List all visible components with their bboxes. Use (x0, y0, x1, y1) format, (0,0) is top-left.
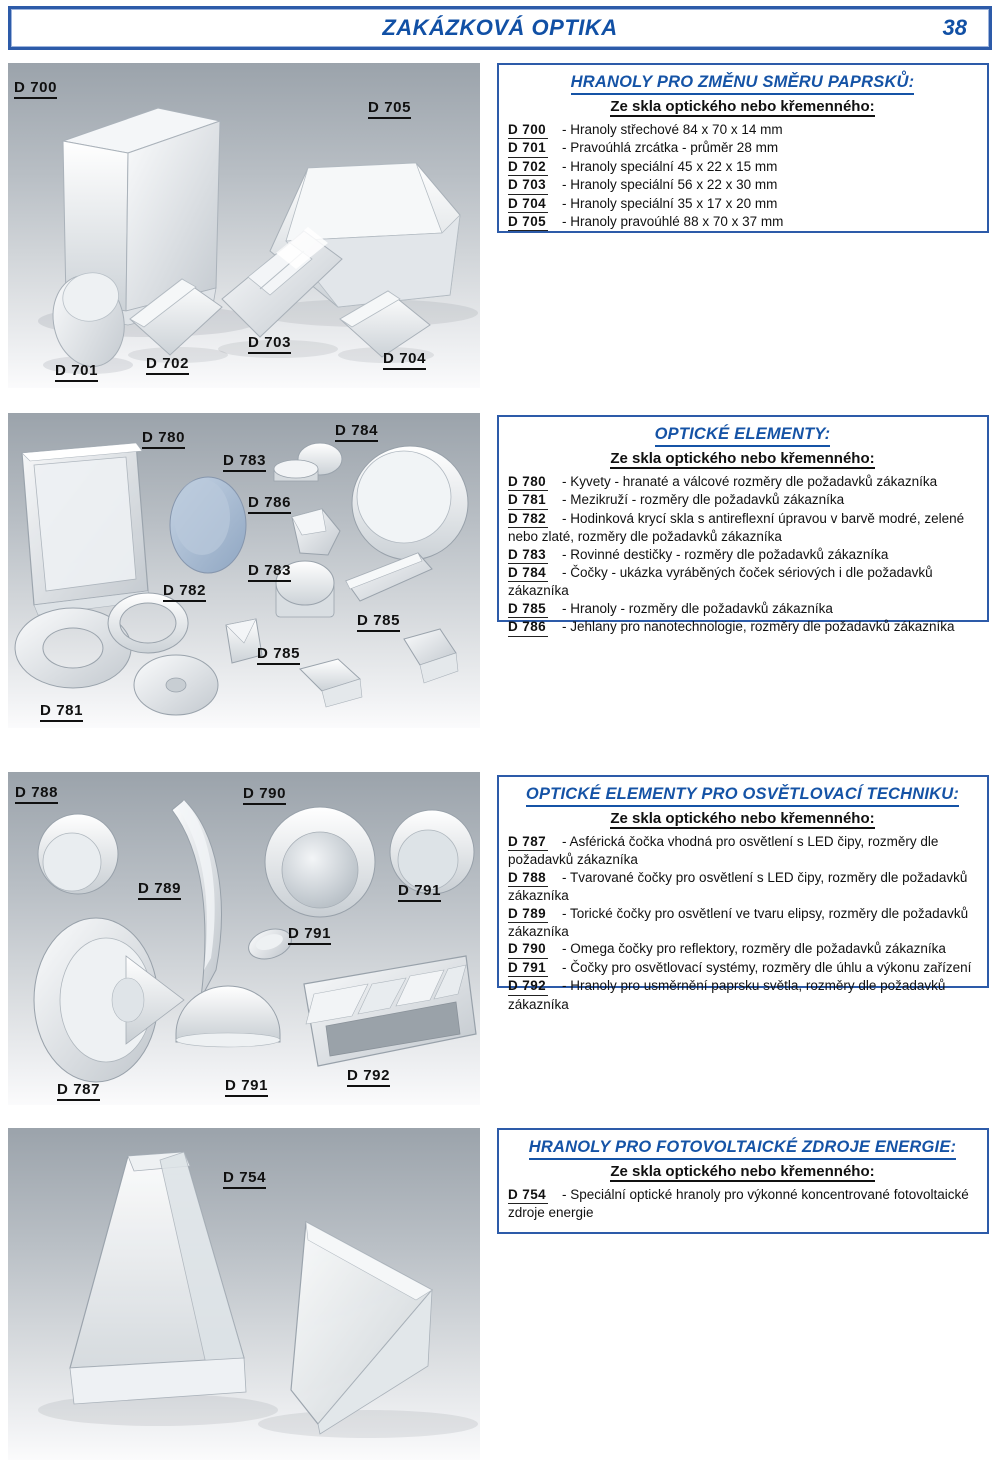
panel-lighting-elements (497, 775, 989, 1012)
item-description: - Hranoly speciální 35 x 17 x 20 mm (562, 195, 778, 211)
section-subtitle: Ze skla optického nebo křemenného: (610, 450, 875, 467)
item-code: D 787 (508, 833, 548, 851)
catalog-item (508, 195, 977, 213)
lens-d791-dome (176, 986, 280, 1047)
item-list (508, 121, 977, 231)
photo-label: D 705 (368, 100, 411, 119)
lighting-elements-illustration (8, 772, 480, 1105)
photo-label: D 781 (40, 703, 83, 722)
photo-label: D 785 (257, 646, 300, 665)
page-title: ZAKÁZKOVÁ OPTIKA (382, 15, 618, 40)
photo-photovoltaic-prisms (8, 1128, 480, 1460)
photo-label: D 790 (243, 786, 286, 805)
plates-d783-top (274, 443, 342, 481)
photo-label: D 754 (223, 1170, 266, 1189)
catalog-item (508, 158, 977, 176)
catalog-item (508, 869, 977, 905)
photo-label: D 788 (15, 785, 58, 804)
section-title: HRANOLY PRO ZMĚNU SMĚRU PAPRSKŮ: (571, 73, 915, 95)
panel-photovoltaic (497, 1128, 989, 1234)
glass-piece-bottom (300, 659, 362, 707)
catalog-item (508, 940, 977, 958)
item-description: - Torické čočky pro osvětlení ve tvaru elipsy, rozměry dle požadavků zákazníka (508, 905, 969, 940)
item-code: D 782 (508, 510, 548, 528)
lens-d787 (34, 918, 184, 1082)
item-description: - Hranoly speciální 45 x 22 x 15 mm (562, 158, 778, 174)
item-code: D 754 (508, 1186, 548, 1204)
item-code: D 784 (508, 564, 548, 582)
item-description: - Čočky - ukázka vyráběných čoček sériových i dle požadavků zákazníka (508, 565, 933, 599)
photo-label: D 780 (142, 430, 185, 449)
section-subtitle: Ze skla optického nebo křemenného: (610, 810, 875, 827)
catalog-item (508, 473, 977, 491)
item-list (508, 473, 977, 637)
photo-label: D 792 (347, 1068, 390, 1087)
photo-optical-elements (8, 413, 480, 728)
prism-d754-wedge (291, 1222, 432, 1434)
photo-label: D 789 (138, 881, 181, 900)
item-code: D 783 (508, 546, 548, 564)
prism-bar-d785 (346, 553, 432, 601)
section-title: HRANOLY PRO FOTOVOLTAICKÉ ZDROJE ENERGIE: (529, 1138, 956, 1160)
photo-label: D 784 (335, 423, 378, 442)
item-code: D 792 (508, 977, 548, 995)
section-title: OPTICKÉ ELEMENTY: (655, 425, 831, 447)
photo-label: D 701 (55, 363, 98, 382)
item-code: D 781 (508, 491, 548, 509)
item-code: D 789 (508, 905, 548, 923)
item-code: D 705 (508, 213, 548, 231)
item-code: D 790 (508, 940, 548, 958)
item-description: - Hranoly speciální 56 x 22 x 30 mm (562, 177, 778, 193)
catalog-item (508, 139, 977, 157)
catalog-item (508, 977, 977, 1013)
item-description: - Omega čočky pro reflektory, rozměry dle požadavků zákazníka (562, 941, 946, 957)
photo-label: D 782 (163, 583, 206, 602)
photo-label: D 783 (248, 563, 291, 582)
item-code: D 780 (508, 473, 548, 491)
catalog-item (508, 905, 977, 941)
catalog-item (508, 618, 977, 636)
item-description: - Hranoly - rozměry dle požadavků zákazníka (562, 600, 833, 616)
catalog-item (508, 213, 977, 231)
lens-d784 (352, 446, 468, 560)
photo-prisms-beam-direction (8, 63, 480, 388)
item-list (508, 1186, 977, 1222)
item-description: - Pravoúhlá zrcátka - průměr 28 mm (562, 140, 779, 156)
item-description: - Hranoly pro usměrnění paprsku světla, rozměry dle požadavků zákazníka (508, 978, 946, 1012)
photo-label: D 791 (398, 883, 441, 902)
item-description: - Čočky pro osvětlovací systémy, rozměry dle úhlu a výkonu zařízení (562, 959, 972, 975)
item-code: D 700 (508, 121, 548, 139)
item-code: D 786 (508, 618, 548, 636)
cuvette-d780 (22, 443, 150, 615)
item-description: - Kyvety - hranaté a válcové rozměry dle požadavků zákazníka (562, 474, 938, 489)
item-description: - Hodinková krycí skla s antireflexní úpravou v barvě modré, zelené nebo zlaté, rozměry dle požadavků zákazníka (508, 510, 965, 545)
panel-beam-direction (497, 63, 989, 233)
catalog-item (508, 959, 977, 977)
item-description: - Asférická čočka vhodná pro osvětlení s LED čipy, rozměry dle požadavků zákazníka (508, 834, 939, 868)
section-subtitle: Ze skla optického nebo křemenného: (610, 1163, 875, 1180)
section-subtitle: Ze skla optického nebo křemenného: (610, 98, 875, 115)
page-number: 38 (942, 15, 967, 40)
item-description: - Hranoly pravoúhlé 88 x 70 x 37 mm (562, 214, 784, 230)
item-description: - Speciální optické hranoly pro výkonné koncentrované fotovoltaické zdroje energie (508, 1187, 969, 1221)
photo-label: D 787 (57, 1082, 100, 1101)
lens-d788 (38, 814, 118, 894)
catalog-item (508, 564, 977, 600)
photo-label: D 791 (288, 926, 331, 945)
item-code: D 702 (508, 158, 548, 176)
photo-lighting-elements (8, 772, 480, 1105)
catalog-item (508, 491, 977, 509)
photo-label: D 791 (225, 1078, 268, 1097)
item-code: D 703 (508, 176, 548, 194)
panel-optical-elements (497, 415, 989, 635)
item-code: D 785 (508, 600, 548, 618)
catalog-item (508, 121, 977, 139)
reflector-d792 (304, 956, 476, 1066)
item-code: D 704 (508, 195, 548, 213)
photo-label: D 786 (248, 495, 291, 514)
photo-label: D 700 (14, 80, 57, 99)
item-description: - Tvarované čočky pro osvětlení s LED čipy, rozměry dle požadavků zákazníka (508, 869, 968, 904)
catalog-item (508, 600, 977, 618)
item-description: - Jehlany pro nanotechnologie, rozměry dle požadavků zákazníka (562, 619, 955, 635)
item-description: - Mezikruží - rozměry dle požadavků zákazníka (562, 492, 845, 508)
photo-label: D 785 (357, 613, 400, 632)
photo-label: D 704 (383, 351, 426, 370)
photo-label: D 783 (223, 453, 266, 472)
glass-piece-right (404, 629, 458, 683)
watch-glass-d782 (170, 477, 246, 573)
photo-label: D 703 (248, 335, 291, 354)
catalog-item (508, 510, 977, 546)
catalog-item (508, 546, 977, 564)
item-code: D 788 (508, 869, 548, 887)
section-title: OPTICKÉ ELEMENTY PRO OSVĚTLOVACÍ TECHNIKU: (526, 785, 959, 807)
item-code: D 791 (508, 959, 548, 977)
photo-label: D 702 (146, 356, 189, 375)
item-code: D 701 (508, 139, 548, 157)
item-description: - Rovinné destičky - rozměry dle požadavků zákazníka (562, 546, 889, 562)
lens-d790 (265, 807, 375, 917)
item-description: - Hranoly střechové 84 x 70 x 14 mm (562, 122, 783, 137)
catalog-item (508, 176, 977, 194)
pyramid-d786 (292, 509, 340, 555)
prism-d754-pyramid (70, 1152, 246, 1404)
item-list (508, 833, 977, 1013)
page-header (8, 6, 992, 50)
catalog-item (508, 833, 977, 869)
catalog-item (508, 1186, 977, 1222)
